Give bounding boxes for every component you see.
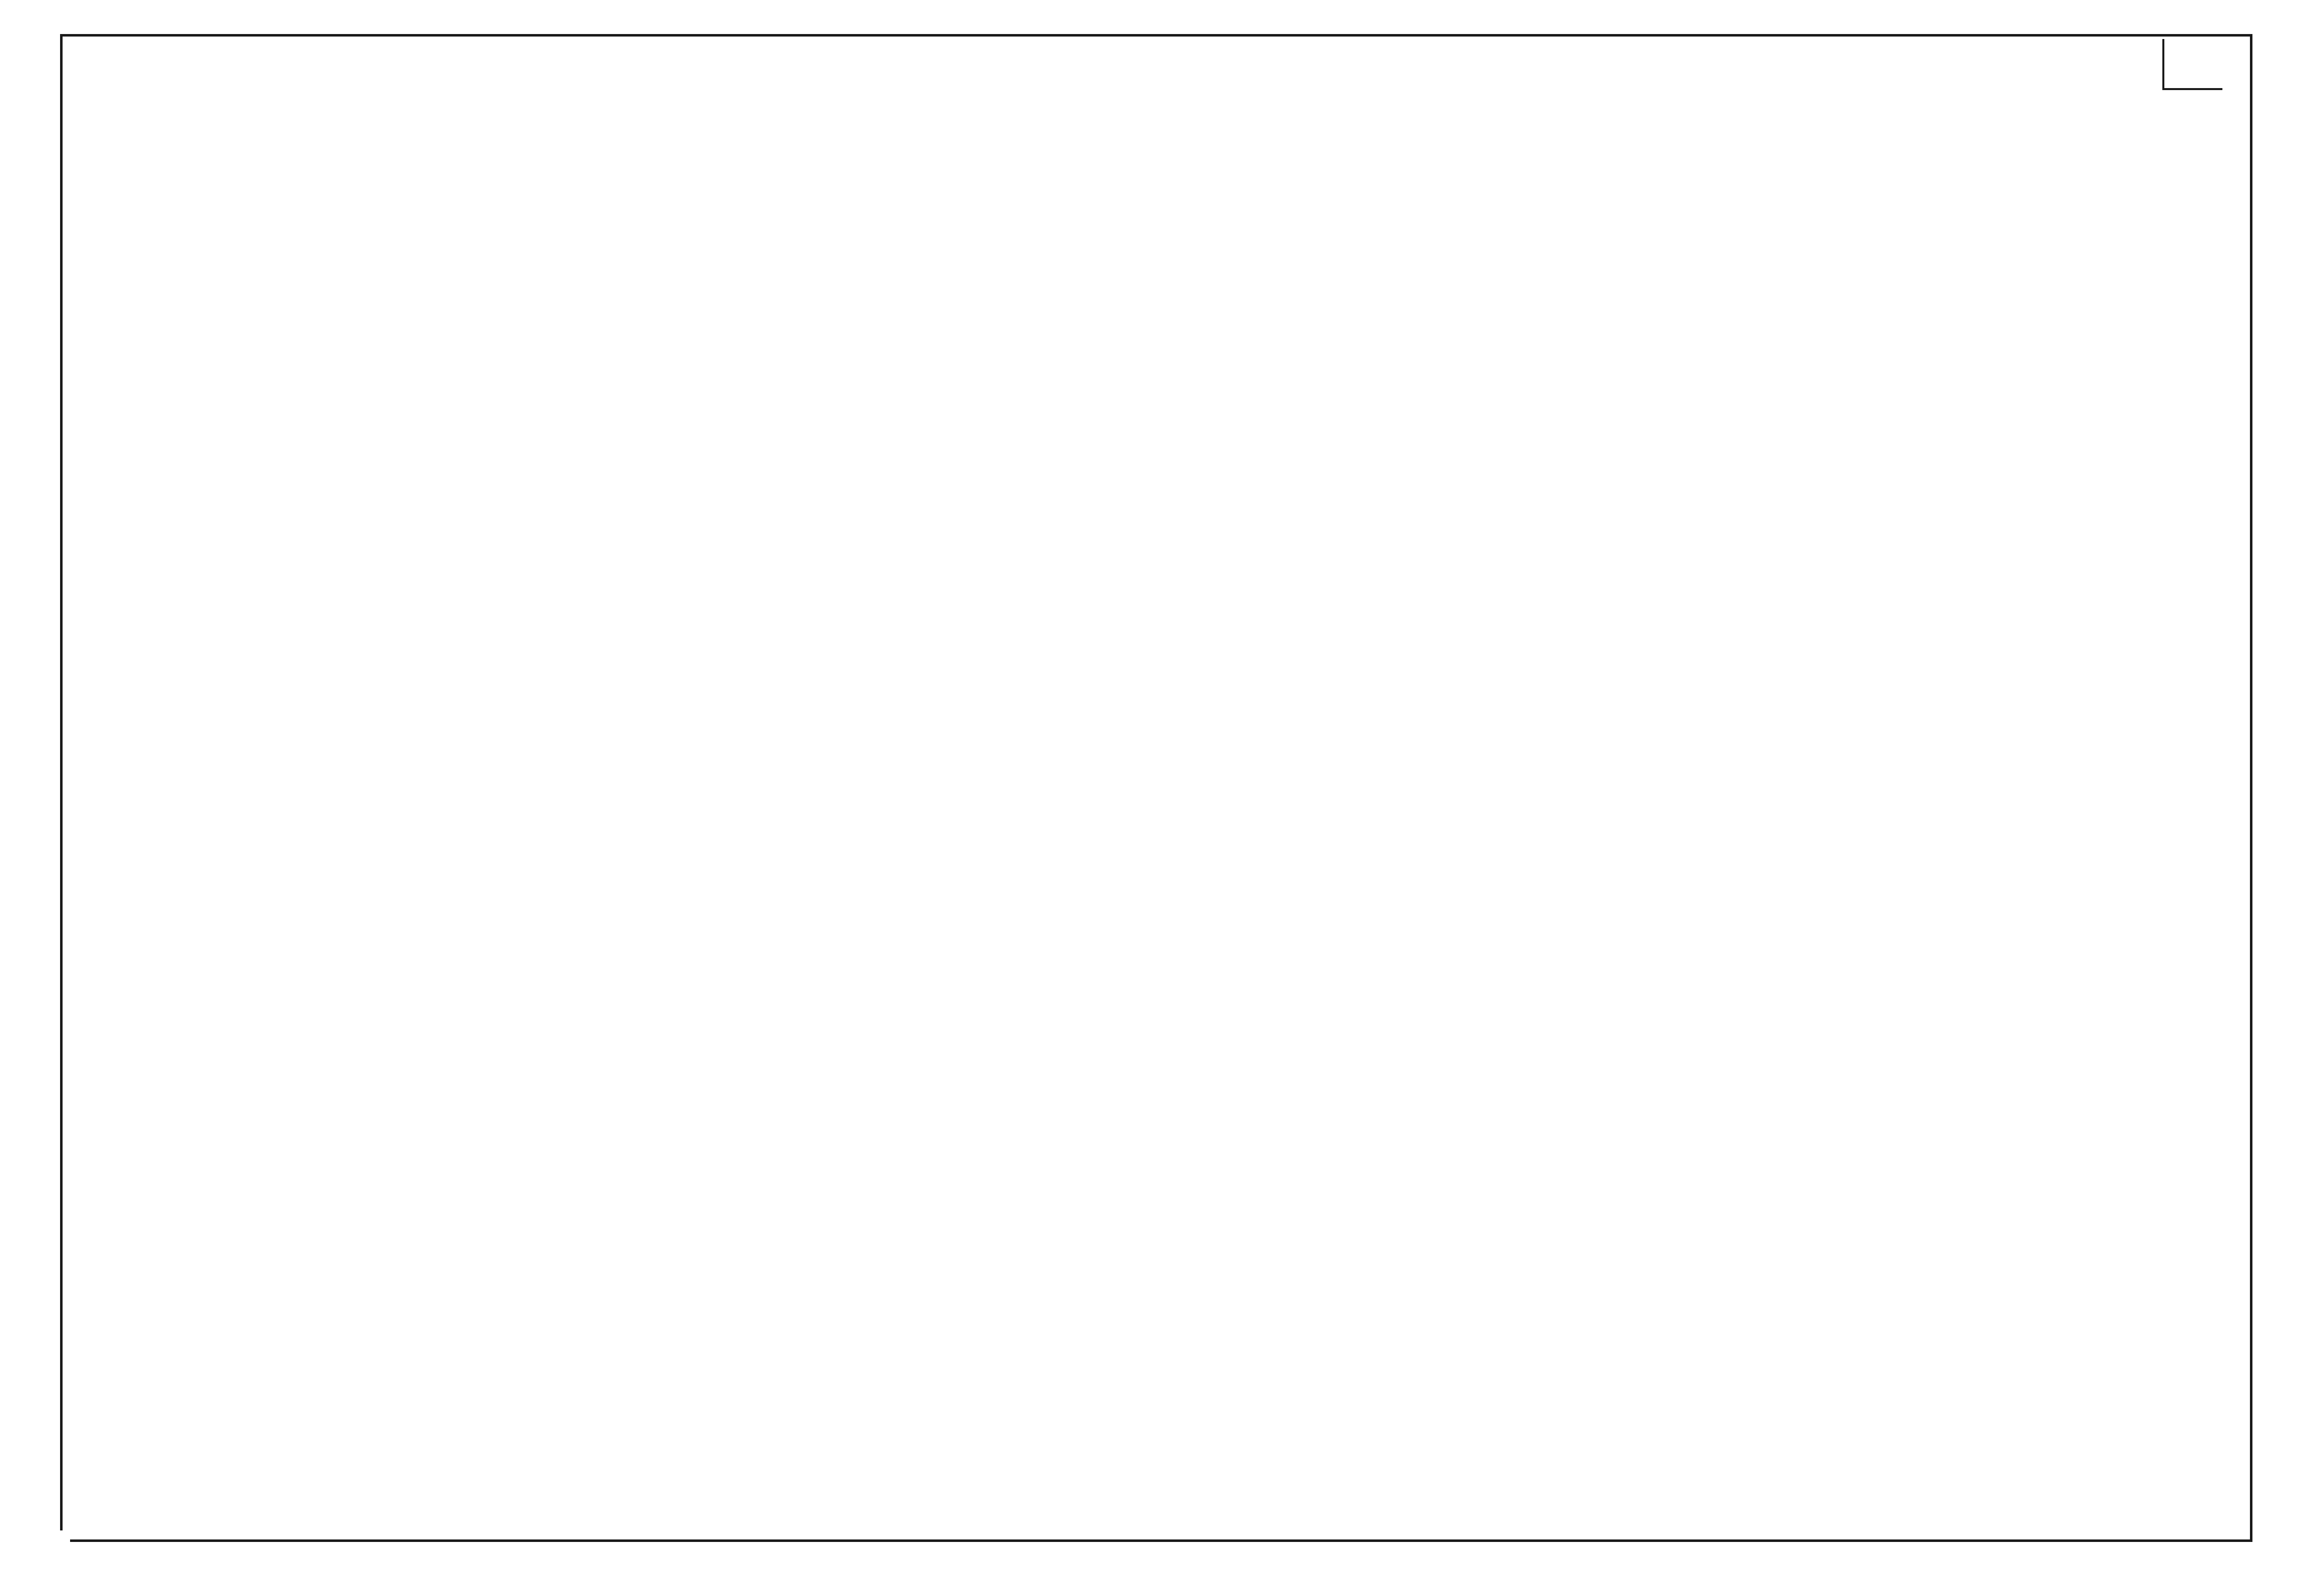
frame-bottom <box>70 1539 2252 1542</box>
frame-left <box>60 34 63 1530</box>
sheet-box-left <box>2162 39 2164 89</box>
sheet-box-bottom <box>2162 88 2222 90</box>
frame-right <box>2250 34 2252 1541</box>
frame-top <box>60 34 2252 37</box>
